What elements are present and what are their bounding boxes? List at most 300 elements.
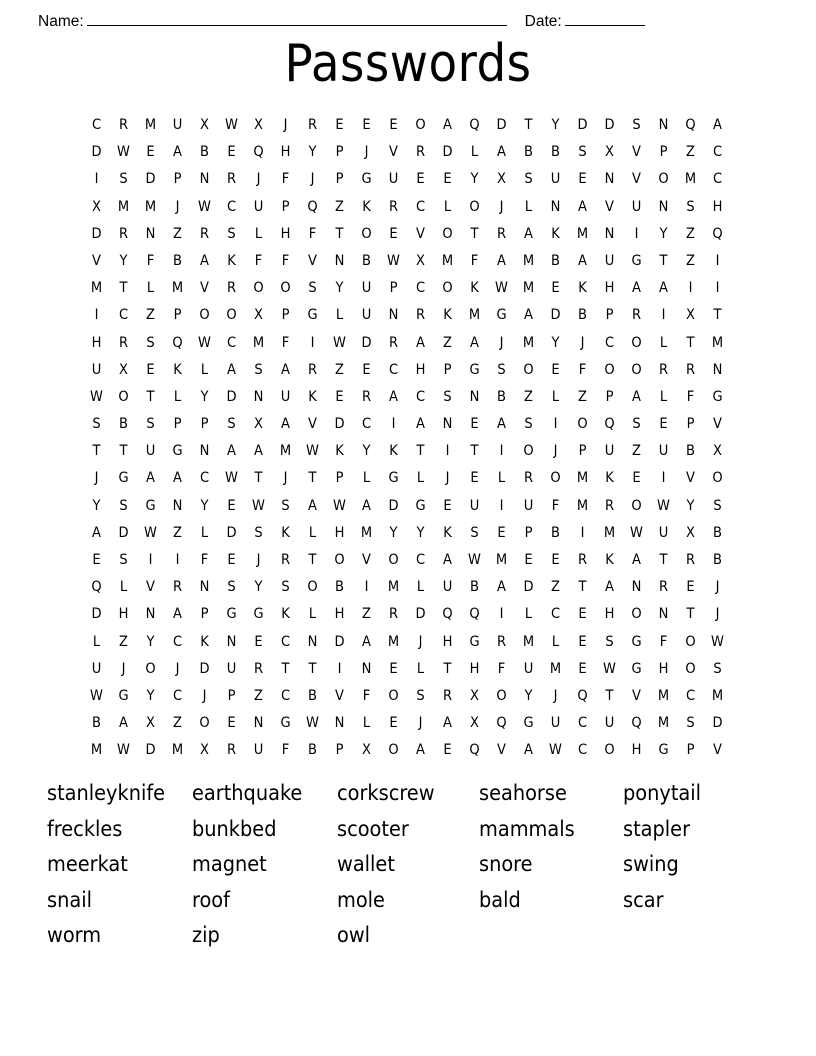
grid-letter[interactable]: Q [307, 198, 318, 215]
grid-letter[interactable]: O [442, 280, 453, 297]
grid-letter[interactable]: D [361, 334, 372, 351]
grid-letter[interactable]: S [605, 633, 614, 650]
grid-letter[interactable]: I [94, 171, 99, 188]
grid-letter[interactable]: Z [686, 225, 695, 242]
grid-letter[interactable]: S [227, 416, 236, 433]
grid-letter[interactable]: Y [92, 497, 101, 514]
word-list-item[interactable]: stapler [623, 816, 691, 842]
grid-letter[interactable]: Q [442, 606, 453, 623]
grid-letter[interactable]: Q [253, 144, 264, 161]
grid-letter[interactable]: A [524, 225, 533, 242]
grid-letter[interactable]: O [712, 470, 723, 487]
grid-letter[interactable]: I [175, 552, 180, 568]
grid-letter[interactable]: O [280, 280, 291, 297]
grid-letter[interactable]: D [91, 144, 102, 161]
grid-letter[interactable]: O [388, 687, 399, 704]
grid-letter[interactable]: S [713, 660, 722, 677]
grid-letter[interactable]: N [361, 660, 372, 677]
grid-letter[interactable]: R [388, 334, 399, 351]
grid-letter[interactable]: E [470, 416, 479, 433]
word-list-item[interactable]: wallet [337, 852, 395, 877]
grid-letter[interactable]: N [604, 225, 615, 242]
grid-letter[interactable]: T [308, 660, 317, 677]
grid-letter[interactable]: R [631, 307, 642, 324]
grid-letter[interactable]: K [173, 361, 182, 378]
grid-letter[interactable]: M [657, 715, 670, 732]
grid-letter[interactable]: V [632, 144, 641, 161]
grid-letter[interactable]: E [389, 715, 398, 732]
grid-letter[interactable]: X [200, 742, 209, 759]
grid-letter[interactable]: T [686, 606, 695, 623]
grid-letter[interactable]: Y [551, 334, 560, 351]
grid-letter[interactable]: D [226, 524, 237, 541]
grid-letter[interactable]: X [686, 524, 695, 541]
grid-letter[interactable]: S [578, 144, 587, 161]
grid-letter[interactable]: U [442, 579, 453, 596]
grid-letter[interactable]: H [118, 606, 129, 623]
grid-letter[interactable]: G [307, 307, 318, 324]
grid-letter[interactable]: M [144, 117, 157, 133]
grid-letter[interactable]: V [416, 225, 425, 242]
grid-letter[interactable]: R [172, 579, 183, 596]
grid-letter[interactable]: N [442, 416, 453, 433]
grid-letter[interactable]: P [335, 742, 344, 759]
grid-letter[interactable]: M [252, 334, 265, 351]
grid-letter[interactable]: R [226, 742, 237, 759]
grid-letter[interactable]: E [686, 579, 695, 596]
grid-letter[interactable]: M [603, 524, 616, 541]
grid-letter[interactable]: M [522, 334, 535, 351]
grid-letter[interactable]: R [658, 361, 669, 378]
grid-letter[interactable]: J [364, 144, 369, 161]
grid-letter[interactable]: P [659, 144, 668, 161]
grid-letter[interactable]: O [604, 742, 615, 759]
grid-letter[interactable]: E [362, 117, 371, 133]
grid-letter[interactable]: M [387, 579, 400, 596]
grid-letter[interactable]: S [497, 361, 506, 378]
grid-letter[interactable]: V [605, 198, 614, 215]
grid-letter[interactable]: P [686, 416, 695, 433]
grid-letter[interactable]: G [523, 715, 534, 732]
grid-letter[interactable]: P [173, 416, 182, 433]
grid-letter[interactable]: A [362, 633, 371, 650]
grid-letter[interactable]: E [632, 470, 641, 487]
grid-letter[interactable]: E [470, 470, 479, 487]
grid-letter[interactable]: P [443, 361, 452, 378]
grid-letter[interactable]: Y [659, 225, 668, 242]
grid-letter[interactable]: Y [119, 252, 128, 269]
grid-letter[interactable]: B [119, 416, 128, 433]
grid-letter[interactable]: A [173, 606, 182, 623]
grid-letter[interactable]: A [470, 334, 479, 351]
grid-letter[interactable]: J [175, 198, 180, 215]
grid-letter[interactable]: Y [389, 524, 398, 541]
grid-letter[interactable]: G [631, 633, 642, 650]
grid-letter[interactable]: F [308, 225, 317, 242]
grid-letter[interactable]: X [416, 252, 425, 269]
grid-letter[interactable]: K [470, 280, 479, 297]
grid-letter[interactable]: B [173, 252, 182, 269]
grid-letter[interactable]: J [418, 715, 423, 732]
grid-letter[interactable]: C [415, 280, 426, 297]
grid-letter[interactable]: M [657, 687, 670, 704]
grid-letter[interactable]: H [334, 524, 345, 541]
grid-letter[interactable]: R [523, 470, 534, 487]
grid-letter[interactable]: O [685, 660, 696, 677]
grid-letter[interactable]: A [713, 117, 722, 133]
grid-letter[interactable]: I [445, 443, 450, 460]
grid-letter[interactable]: O [199, 307, 210, 324]
grid-letter[interactable]: L [200, 361, 209, 378]
grid-letter[interactable]: G [496, 307, 507, 324]
grid-letter[interactable]: K [443, 307, 452, 324]
grid-letter[interactable]: D [334, 633, 345, 650]
grid-letter[interactable]: L [497, 470, 506, 487]
word-list-item[interactable]: mole [337, 887, 385, 913]
grid-letter[interactable]: R [442, 687, 453, 704]
grid-letter[interactable]: B [686, 443, 695, 460]
grid-letter[interactable]: E [497, 524, 506, 541]
grid-letter[interactable]: W [657, 497, 670, 514]
grid-letter[interactable]: A [632, 388, 641, 405]
grid-letter[interactable]: A [254, 443, 263, 460]
grid-letter[interactable]: O [307, 579, 318, 596]
grid-letter[interactable]: I [391, 416, 396, 433]
grid-letter[interactable]: M [360, 524, 373, 541]
word-list-item[interactable]: swing [623, 852, 679, 877]
grid-letter[interactable]: D [442, 144, 453, 161]
grid-letter[interactable]: I [715, 280, 720, 297]
grid-letter[interactable]: G [145, 497, 156, 514]
grid-letter[interactable]: W [198, 198, 211, 215]
grid-letter[interactable]: A [200, 252, 209, 269]
grid-letter[interactable]: O [496, 687, 507, 704]
grid-letter[interactable]: W [225, 470, 238, 487]
grid-letter[interactable]: L [119, 579, 128, 596]
grid-letter[interactable]: L [335, 307, 344, 324]
grid-letter[interactable]: X [362, 742, 371, 759]
grid-letter[interactable]: V [389, 144, 398, 161]
grid-letter[interactable]: V [200, 280, 209, 297]
grid-letter[interactable]: M [387, 633, 400, 650]
word-list-item[interactable]: meerkat [47, 852, 128, 877]
grid-letter[interactable]: U [604, 715, 615, 732]
grid-letter[interactable]: M [576, 497, 589, 514]
grid-letter[interactable]: B [578, 307, 587, 324]
grid-letter[interactable]: R [361, 388, 372, 405]
grid-letter[interactable]: H [604, 606, 615, 623]
grid-letter[interactable]: E [146, 144, 155, 161]
grid-letter[interactable]: U [523, 660, 534, 677]
grid-letter[interactable]: V [308, 252, 317, 269]
grid-letter[interactable]: S [254, 524, 263, 541]
grid-letter[interactable]: B [713, 524, 722, 541]
grid-letter[interactable]: C [118, 307, 129, 324]
grid-letter[interactable]: O [685, 633, 696, 650]
grid-letter[interactable]: N [550, 198, 561, 215]
grid-letter[interactable]: U [388, 171, 399, 188]
grid-letter[interactable]: D [91, 606, 102, 623]
grid-letter[interactable]: R [658, 579, 669, 596]
grid-letter[interactable]: P [578, 443, 587, 460]
name-write-line[interactable] [87, 13, 507, 26]
grid-letter[interactable]: P [605, 388, 614, 405]
grid-letter[interactable]: C [199, 470, 210, 487]
grid-letter[interactable]: M [441, 252, 454, 269]
grid-letter[interactable]: M [576, 470, 589, 487]
grid-letter[interactable]: A [146, 470, 155, 487]
grid-letter[interactable]: N [199, 579, 210, 596]
grid-letter[interactable]: Z [632, 443, 641, 460]
grid-letter[interactable]: C [388, 361, 399, 378]
grid-letter[interactable]: R [388, 198, 399, 215]
grid-letter[interactable]: E [578, 633, 587, 650]
grid-letter[interactable]: U [253, 198, 264, 215]
grid-letter[interactable]: E [659, 416, 668, 433]
grid-letter[interactable]: P [173, 307, 182, 324]
grid-letter[interactable]: W [90, 687, 103, 704]
word-list-item[interactable]: worm [47, 923, 102, 948]
grid-letter[interactable]: P [389, 280, 398, 297]
grid-letter[interactable]: W [549, 742, 562, 759]
grid-letter[interactable]: R [280, 552, 291, 568]
grid-letter[interactable]: N [199, 171, 210, 188]
grid-letter[interactable]: A [416, 416, 425, 433]
grid-letter[interactable]: D [496, 117, 507, 133]
grid-letter[interactable]: I [553, 416, 558, 433]
grid-letter[interactable]: O [388, 552, 399, 568]
grid-letter[interactable]: S [470, 524, 479, 541]
grid-letter[interactable]: X [470, 715, 479, 732]
grid-letter[interactable]: F [470, 252, 479, 269]
grid-letter[interactable]: E [335, 117, 344, 133]
grid-letter[interactable]: R [577, 552, 588, 568]
grid-letter[interactable]: O [388, 742, 399, 759]
grid-letter[interactable]: R [253, 660, 264, 677]
word-list-item[interactable]: seahorse [479, 781, 567, 806]
grid-letter[interactable]: M [90, 742, 103, 759]
grid-letter[interactable]: X [200, 117, 209, 133]
grid-letter[interactable]: I [634, 225, 639, 242]
grid-letter[interactable]: Z [119, 633, 128, 650]
grid-letter[interactable]: N [712, 361, 723, 378]
grid-letter[interactable]: F [281, 742, 290, 759]
grid-letter[interactable]: D [577, 117, 588, 133]
grid-letter[interactable]: A [443, 117, 452, 133]
grid-letter[interactable]: K [389, 443, 398, 460]
grid-letter[interactable]: N [145, 225, 156, 242]
grid-letter[interactable]: H [604, 280, 615, 297]
grid-letter[interactable]: R [496, 633, 507, 650]
grid-letter[interactable]: P [335, 171, 344, 188]
grid-letter[interactable]: Y [308, 144, 317, 161]
grid-letter[interactable]: M [279, 443, 292, 460]
grid-letter[interactable]: W [495, 280, 508, 297]
grid-letter[interactable]: A [227, 443, 236, 460]
grid-letter[interactable]: S [146, 416, 155, 433]
grid-letter[interactable]: A [578, 198, 587, 215]
grid-letter[interactable]: C [712, 144, 723, 161]
grid-letter[interactable]: Z [362, 606, 371, 623]
grid-letter[interactable]: M [117, 198, 130, 215]
grid-letter[interactable]: N [226, 633, 237, 650]
grid-letter[interactable]: O [658, 171, 669, 188]
grid-letter[interactable]: G [469, 633, 480, 650]
grid-letter[interactable]: F [578, 361, 587, 378]
grid-letter[interactable]: M [171, 280, 184, 297]
grid-letter[interactable]: W [306, 443, 319, 460]
grid-letter[interactable]: Y [200, 388, 209, 405]
grid-letter[interactable]: W [90, 388, 103, 405]
grid-letter[interactable]: M [171, 742, 184, 759]
grid-letter[interactable]: J [553, 443, 558, 460]
grid-letter[interactable]: I [715, 252, 720, 269]
grid-letter[interactable]: T [470, 443, 479, 460]
grid-letter[interactable]: P [200, 416, 209, 433]
grid-letter[interactable]: G [415, 497, 426, 514]
grid-letter[interactable]: P [605, 307, 614, 324]
grid-letter[interactable]: I [661, 470, 666, 487]
grid-letter[interactable]: A [362, 497, 371, 514]
grid-letter[interactable]: U [550, 171, 561, 188]
grid-letter[interactable]: A [497, 579, 506, 596]
grid-letter[interactable]: Y [416, 524, 425, 541]
grid-letter[interactable]: C [172, 633, 183, 650]
grid-letter[interactable]: T [443, 660, 452, 677]
grid-letter[interactable]: A [308, 497, 317, 514]
grid-letter[interactable]: C [577, 742, 588, 759]
grid-letter[interactable]: V [92, 252, 101, 269]
grid-letter[interactable]: R [415, 144, 426, 161]
grid-letter[interactable]: L [362, 715, 371, 732]
grid-letter[interactable]: O [118, 388, 129, 405]
grid-letter[interactable]: S [281, 497, 290, 514]
grid-letter[interactable]: Q [172, 334, 183, 351]
grid-letter[interactable]: H [442, 633, 453, 650]
grid-letter[interactable]: D [334, 416, 345, 433]
grid-letter[interactable]: C [415, 198, 426, 215]
grid-letter[interactable]: W [117, 144, 130, 161]
grid-letter[interactable]: O [523, 443, 534, 460]
grid-letter[interactable]: Q [577, 687, 588, 704]
grid-letter[interactable]: S [92, 416, 101, 433]
grid-letter[interactable]: B [713, 552, 722, 568]
grid-letter[interactable]: W [252, 497, 265, 514]
grid-letter[interactable]: A [524, 307, 533, 324]
grid-letter[interactable]: U [91, 361, 102, 378]
grid-letter[interactable]: Z [686, 252, 695, 269]
grid-letter[interactable]: Q [496, 715, 507, 732]
grid-letter[interactable]: X [254, 416, 263, 433]
grid-letter[interactable]: L [92, 633, 101, 650]
grid-letter[interactable]: T [335, 225, 344, 242]
grid-letter[interactable]: R [388, 606, 399, 623]
grid-letter[interactable]: Z [173, 524, 182, 541]
grid-letter[interactable]: L [362, 470, 371, 487]
grid-letter[interactable]: F [281, 334, 290, 351]
grid-letter[interactable]: O [442, 225, 453, 242]
grid-letter[interactable]: R [604, 497, 615, 514]
grid-letter[interactable]: O [604, 361, 615, 378]
grid-letter[interactable]: L [200, 524, 209, 541]
grid-letter[interactable]: N [253, 388, 264, 405]
grid-letter[interactable]: R [496, 225, 507, 242]
grid-letter[interactable]: W [117, 742, 130, 759]
grid-letter[interactable]: H [658, 660, 669, 677]
grid-letter[interactable]: B [551, 524, 560, 541]
grid-letter[interactable]: C [577, 715, 588, 732]
word-list-item[interactable]: snail [47, 887, 92, 913]
grid-letter[interactable]: R [685, 361, 696, 378]
grid-letter[interactable]: J [283, 117, 288, 133]
grid-letter[interactable]: W [144, 524, 157, 541]
grid-letter[interactable]: T [470, 225, 479, 242]
grid-letter[interactable]: E [416, 171, 425, 188]
grid-letter[interactable]: S [254, 361, 263, 378]
grid-letter[interactable]: Z [578, 388, 587, 405]
grid-letter[interactable]: E [443, 742, 452, 759]
grid-letter[interactable]: P [686, 742, 695, 759]
grid-letter[interactable]: S [686, 198, 695, 215]
grid-letter[interactable]: L [146, 280, 155, 297]
word-list-item[interactable]: ponytail [623, 781, 702, 806]
grid-letter[interactable]: X [686, 307, 695, 324]
grid-letter[interactable]: E [389, 660, 398, 677]
grid-letter[interactable]: E [551, 552, 560, 568]
grid-letter[interactable]: N [658, 606, 669, 623]
grid-letter[interactable]: P [227, 687, 236, 704]
grid-letter[interactable]: C [226, 334, 237, 351]
grid-letter[interactable]: A [443, 715, 452, 732]
grid-letter[interactable]: W [630, 524, 643, 541]
word-list-item[interactable]: scooter [337, 816, 409, 842]
grid-letter[interactable]: J [445, 470, 450, 487]
grid-letter[interactable]: B [524, 144, 533, 161]
grid-letter[interactable]: I [364, 579, 369, 596]
grid-letter[interactable]: G [658, 742, 669, 759]
grid-letter[interactable]: K [443, 524, 452, 541]
grid-letter[interactable]: A [524, 742, 533, 759]
grid-letter[interactable]: E [443, 171, 452, 188]
grid-letter[interactable]: I [499, 497, 504, 514]
grid-letter[interactable]: I [94, 307, 99, 324]
grid-letter[interactable]: T [92, 443, 101, 460]
grid-letter[interactable]: C [685, 687, 696, 704]
grid-letter[interactable]: K [605, 552, 614, 568]
grid-letter[interactable]: A [578, 252, 587, 269]
date-field[interactable] [525, 13, 645, 30]
grid-letter[interactable]: T [659, 552, 668, 568]
grid-letter[interactable]: Q [631, 715, 642, 732]
grid-letter[interactable]: T [605, 687, 614, 704]
grid-letter[interactable]: J [499, 198, 504, 215]
grid-letter[interactable]: G [226, 606, 237, 623]
grid-letter[interactable]: N [388, 307, 399, 324]
grid-letter[interactable]: S [416, 687, 425, 704]
word-list-item[interactable]: corkscrew [337, 781, 435, 806]
grid-letter[interactable]: A [119, 715, 128, 732]
grid-letter[interactable]: W [225, 117, 238, 133]
grid-letter[interactable]: Z [686, 144, 695, 161]
grid-letter[interactable]: E [362, 361, 371, 378]
grid-letter[interactable]: U [172, 117, 183, 133]
grid-letter[interactable]: C [280, 633, 291, 650]
grid-letter[interactable]: R [118, 225, 129, 242]
grid-letter[interactable]: N [199, 443, 210, 460]
grid-letter[interactable]: A [281, 416, 290, 433]
grid-letter[interactable]: E [389, 117, 398, 133]
grid-letter[interactable]: U [604, 443, 615, 460]
